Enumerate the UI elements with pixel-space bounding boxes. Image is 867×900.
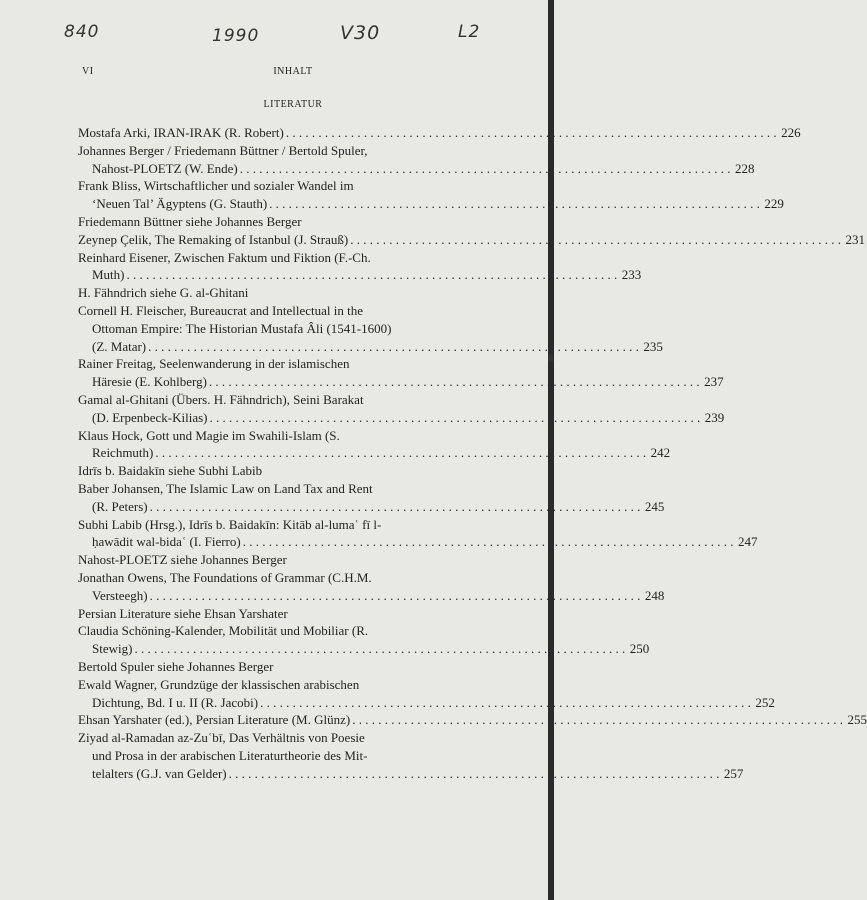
leader-dots [127, 266, 618, 284]
toc-entry [78, 480, 665, 516]
toc-page-number: 255 [847, 712, 867, 728]
toc-entry-text: Häresie (E. Kohlberg) [92, 374, 207, 390]
leader-dots [150, 498, 641, 516]
toc-entry-text: Muth) [92, 267, 125, 283]
toc-entry-line [78, 711, 867, 729]
toc-entry-line [78, 409, 725, 427]
leader-dots [240, 160, 731, 178]
handwritten-note-4: L2 [458, 22, 481, 42]
toc-entry-line [78, 676, 502, 694]
toc-entry-text: Claudia Schöning-Kalender, Mobilität und Mobiliar (R. [78, 623, 369, 639]
toc-entry-line [78, 533, 758, 551]
toc-entry-line [78, 373, 724, 391]
toc-entry-line [78, 498, 665, 516]
toc-entry [78, 302, 663, 355]
toc-entry-text: Reinhard Eisener, Zwischen Faktum und Fiktion (F.-Ch. [78, 249, 371, 265]
toc-entry-line [78, 516, 502, 534]
toc-page-number: 250 [629, 641, 650, 657]
margin-mark [548, 354, 553, 362]
toc-entry-text: Nahost-PLOETZ siehe Johannes Berger [78, 552, 287, 568]
toc-entry-text: Rainer Freitag, Seelenwanderung in der islamischen [78, 356, 350, 372]
toc-entry [78, 124, 801, 142]
toc-list [78, 124, 867, 782]
toc-entry-text: (R. Peters) [92, 498, 148, 514]
toc-entry-text: Gamal al-Ghitani (Übers. H. Fähndrich), Seini Barakat [78, 391, 364, 407]
leader-dots [148, 338, 639, 356]
toc-entry [78, 355, 724, 391]
toc-entry-text: ḥawādit wal-bidaʿ (I. Fierro) [92, 534, 241, 550]
toc-entry-line [78, 302, 502, 320]
toc-entry-line [78, 231, 865, 249]
leader-dots [243, 533, 734, 551]
toc-entry-text: Dichtung, Bd. I u. II (R. Jacobi) [92, 694, 259, 710]
toc-entry-line [78, 747, 502, 765]
page-edge [548, 0, 554, 900]
toc-entry-text: Bertold Spuler siehe Johannes Berger [78, 658, 274, 674]
leader-dots [229, 765, 720, 783]
toc-entry [78, 729, 744, 782]
toc-entry-text: Ehsan Yarshater (ed.), Persian Literature (M. Glünz) [78, 712, 351, 728]
leader-dots [260, 694, 751, 712]
toc-entry-line [78, 124, 801, 142]
toc-entry-text: Reichmuth) [92, 445, 154, 461]
toc-entry-text: Idrīs b. Baidakīn siehe Subhi Labib [78, 463, 263, 479]
toc-page-number: 245 [644, 498, 665, 514]
toc-entry-line [78, 658, 502, 676]
toc-entry-line [78, 266, 642, 284]
toc-entry-text: Baber Johansen, The Islamic Law on Land Tax and Rent [78, 480, 373, 496]
toc-entry-line [78, 640, 650, 658]
toc-entry-text: ‘Neuen Tal’ Ägyptens (G. Stauth) [92, 196, 268, 212]
toc-entry [78, 516, 758, 552]
toc-entry [78, 658, 502, 676]
leader-dots [350, 231, 841, 249]
toc-entry-line [78, 587, 665, 605]
leader-dots [210, 409, 701, 427]
handwritten-note-1: 840 [64, 22, 100, 42]
leader-dots [269, 195, 760, 213]
page-number: VI [82, 66, 94, 77]
toc-page-number: 228 [735, 160, 755, 176]
toc-entry-line [78, 249, 502, 267]
toc-entry-line [78, 622, 502, 640]
leader-dots [352, 711, 843, 729]
leader-dots [155, 444, 646, 462]
running-header [0, 66, 548, 80]
toc-entry-text: und Prosa in der arabischen Literaturtheorie des Mit- [92, 747, 368, 763]
toc-entry-line [78, 729, 502, 747]
toc-entry-line [78, 284, 502, 302]
section-title: LITERATUR [263, 99, 323, 110]
toc-entry [78, 284, 502, 302]
toc-entry [78, 569, 665, 605]
toc-entry [78, 391, 725, 427]
toc-entry-text: (Z. Matar) [92, 338, 147, 354]
toc-entry-text: Persian Literature siehe Ehsan Yarshater [78, 605, 288, 621]
toc-entry [78, 676, 775, 712]
toc-entry [78, 177, 784, 213]
leader-dots [150, 587, 641, 605]
toc-entry [78, 551, 502, 569]
toc-entry-text: Ewald Wagner, Grundzüge der klassischen arabischen [78, 676, 360, 692]
header-title: INHALT [273, 66, 313, 77]
toc-entry-line [78, 694, 775, 712]
toc-entry-line [78, 551, 502, 569]
toc-page-number: 248 [644, 587, 665, 603]
toc-entry-line [78, 462, 502, 480]
toc-entry [78, 427, 671, 463]
toc-entry-line [78, 142, 502, 160]
toc-entry-line [78, 480, 502, 498]
toc-entry-line [78, 195, 784, 213]
toc-entry-line [78, 391, 502, 409]
toc-entry [78, 142, 755, 178]
toc-entry-line [78, 160, 755, 178]
toc-entry-line [78, 605, 502, 623]
toc-page-number: 252 [755, 694, 775, 710]
handwritten-note-3: V30 [340, 22, 381, 44]
toc-entry-text: Johannes Berger / Friedemann Büttner / Bertold Spuler, [78, 142, 368, 158]
toc-entry-text: Nahost-PLOETZ (W. Ende) [92, 160, 238, 176]
toc-entry [78, 462, 502, 480]
toc-entry-line [78, 427, 502, 445]
toc-page-number: 235 [643, 338, 663, 354]
toc-entry-text: Jonathan Owens, The Foundations of Grammar (C.H.M. [78, 569, 372, 585]
toc-entry-text: Ziyad al-Ramadan az-Zuʿbī, Das Verhältnis von Poesie [78, 730, 365, 746]
leader-dots [286, 124, 777, 142]
toc-entry-text: Stewig) [92, 641, 133, 657]
toc-entry-text: (D. Erpenbeck-Kilias) [92, 409, 208, 425]
toc-page-number: 231 [845, 231, 865, 247]
toc-entry-text: Versteegh) [92, 587, 148, 603]
toc-entry-text: Cornell H. Fleischer, Bureaucrat and Intellectual in the [78, 302, 364, 318]
toc-entry-text: H. Fähndrich siehe G. al-Ghitani [78, 285, 249, 301]
leader-dots [209, 373, 700, 391]
toc-entry [78, 711, 867, 729]
toc-entry-line [78, 569, 502, 587]
toc-entry [78, 622, 650, 658]
toc-entry [78, 605, 502, 623]
toc-entry-text: Zeynep Çelik, The Remaking of Istanbul (J. Strauß) [78, 231, 349, 247]
toc-entry-text: Mostafa Arki, IRAN-IRAK (R. Robert) [78, 125, 284, 140]
toc-entry [78, 249, 642, 285]
toc-entry-line [78, 213, 502, 231]
toc-entry-line [78, 320, 502, 338]
toc-page-number: 239 [704, 409, 725, 425]
toc-entry-line [78, 444, 671, 462]
toc-entry-line [78, 177, 502, 195]
toc-page-number: 257 [723, 765, 744, 781]
toc-entry-text: Ottoman Empire: The Historian Mustafa Âli (1541-1600) [92, 320, 392, 336]
toc-page-number: 226 [781, 125, 801, 140]
toc-entry-line [78, 338, 663, 356]
handwritten-note-2: 1990 [212, 26, 260, 46]
toc-entry [78, 213, 502, 231]
toc-entry-text: telalters (G.J. van Gelder) [92, 765, 227, 781]
toc-page-number: 233 [621, 267, 642, 283]
toc-entry-text: Klaus Hock, Gott und Magie im Swahili-Islam (S. [78, 427, 340, 443]
toc-page-number: 247 [737, 534, 758, 550]
toc-entry-text: Subhi Labib (Hrsg.), Idrīs b. Baidakīn: Kitāb al-lumaʿ fī l- [78, 516, 382, 532]
toc-entry-text: Frank Bliss, Wirtschaftlicher und sozialer Wandel im [78, 178, 354, 194]
toc-page-number: 242 [650, 445, 671, 461]
toc-entry-line [78, 765, 744, 783]
toc-page-number: 229 [764, 196, 784, 212]
toc-entry-text: Friedemann Büttner siehe Johannes Berger [78, 213, 302, 229]
toc-page-number: 237 [704, 374, 724, 390]
toc-entry [78, 231, 865, 249]
toc-entry-line [78, 355, 502, 373]
